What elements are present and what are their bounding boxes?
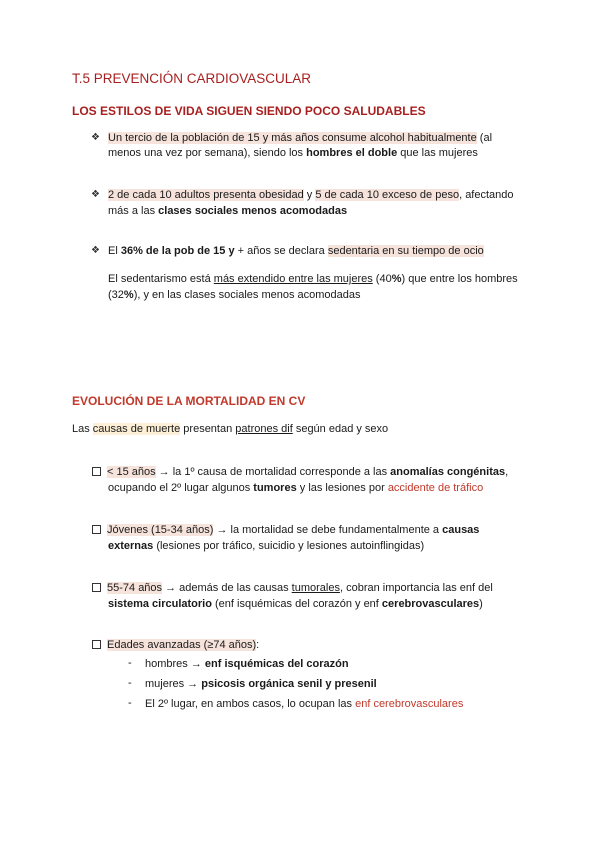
diamond-bullet-icon: ❖ xyxy=(91,189,100,200)
dash-bullet: - xyxy=(128,677,132,689)
sedentary-paragraph-line1: El sedentarismo está más extendido entre las mujeres (40%) que entre los hombres xyxy=(108,273,518,285)
dash-bullet: - xyxy=(128,657,132,669)
dash-bullet: - xyxy=(128,697,132,709)
sedentary-paragraph-line2: (32%), y en las clases sociales menos acomodadas xyxy=(108,289,361,301)
section-heading-lifestyle: LOS ESTILOS DE VIDA SIGUEN SIENDO POCO SALUDABLES xyxy=(72,104,426,118)
bullet-sedentary: El 36% de la pob de 15 y + años se declara sedentaria en su tiempo de ocio xyxy=(108,245,484,257)
checklist-item-under15-line1: < 15 años → la 1º causa de mortalidad corresponde a las anomalías congénitas, xyxy=(92,465,508,480)
checklist-item-under15-line2: ocupando el 2º lugar algunos tumores y las lesiones por accidente de tráfico xyxy=(108,482,484,494)
sub-item-women: mujeres → psicosis orgánica senil y presenil xyxy=(145,678,377,690)
page-title: T.5 PREVENCIÓN CARDIOVASCULAR xyxy=(72,71,312,86)
diamond-bullet-icon: ❖ xyxy=(91,245,100,256)
bullet-obesity-line1: 2 de cada 10 adultos presenta obesidad y 5 de cada 10 exceso de peso, afectando xyxy=(108,189,514,201)
bullet-obesity-line2: más a las clases sociales menos acomodadas xyxy=(108,205,348,217)
checklist-item-youth-line2: externas (lesiones por tráfico, suicidio y lesiones autoinflingidas) xyxy=(108,540,425,552)
checklist-item-youth-line1: Jóvenes (15-34 años) → la mortalidad se debe fundamentalmente a causas xyxy=(92,523,479,538)
diamond-bullet-icon: ❖ xyxy=(91,132,100,143)
checklist-item-55-74-line2: sistema circulatorio (enf isquémicas del corazón y enf cerebrovasculares) xyxy=(108,598,483,610)
mortality-intro: Las causas de muerte presentan patrones dif según edad y sexo xyxy=(72,423,389,435)
checkbox[interactable] xyxy=(92,525,101,534)
sub-item-men: hombres → enf isquémicas del corazón xyxy=(145,658,349,670)
bullet-alcohol-line1: Un tercio de la población de 15 y más años consume alcohol habitualmente (al xyxy=(108,132,493,144)
checkbox[interactable] xyxy=(92,583,101,592)
checkbox[interactable] xyxy=(92,467,101,476)
checklist-item-55-74-line1: 55-74 años → además de las causas tumorales, cobran importancia las enf del xyxy=(92,581,493,596)
checklist-item-elderly: Edades avanzadas (≥74 años): xyxy=(92,638,259,653)
section-heading-mortality: EVOLUCIÓN DE LA MORTALIDAD EN CV xyxy=(72,394,306,408)
bullet-alcohol-line2: menos una vez por semana), siendo los hombres el doble que las mujeres xyxy=(108,147,478,159)
sub-item-second-place: El 2º lugar, en ambos casos, lo ocupan las enf cerebrovasculares xyxy=(145,698,464,710)
checkbox[interactable] xyxy=(92,640,101,649)
